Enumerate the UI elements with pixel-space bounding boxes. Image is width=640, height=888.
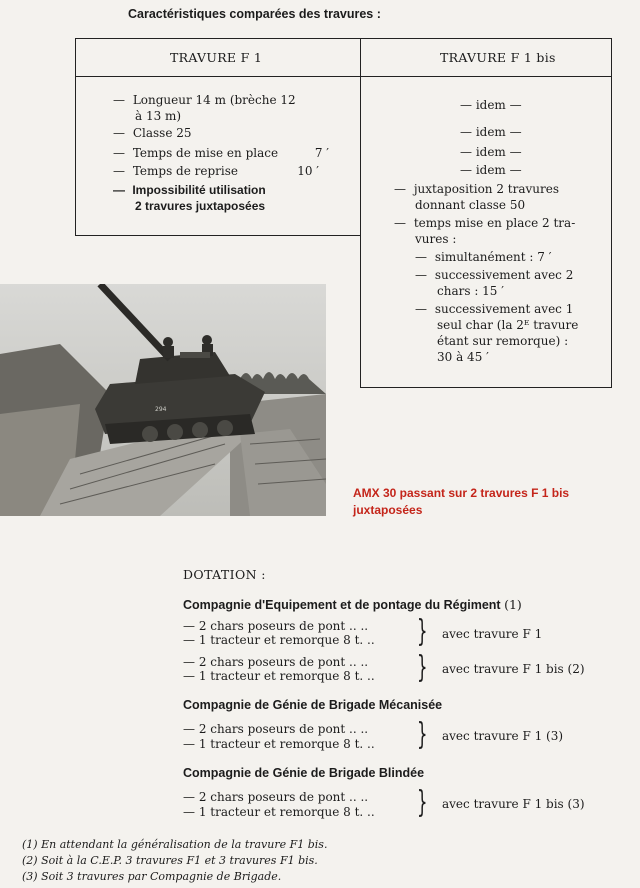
col1-item-text: à 13 m) bbox=[135, 109, 182, 123]
dotation-line: — 2 chars poseurs de pont .. .. bbox=[183, 655, 369, 669]
travure-assignment: avec travure F 1 bis (3) bbox=[442, 797, 585, 811]
col1-item-value: 7 ′ bbox=[314, 146, 329, 160]
col2-subitem bbox=[415, 267, 573, 299]
dash: — bbox=[415, 250, 427, 264]
tank-photo bbox=[0, 284, 326, 516]
table-header-divider bbox=[75, 76, 612, 77]
photo-caption-line: AMX 30 passant sur 2 travures F 1 bis bbox=[353, 486, 570, 500]
travure-assignment: avec travure F 1 bbox=[442, 627, 543, 641]
col2-idem: — idem — bbox=[460, 125, 522, 139]
col1-item-text: Temps de mise en place bbox=[132, 146, 279, 160]
col2-subitem-text: simultanément : 7 ′ bbox=[434, 250, 552, 264]
col2-subitem-text: 30 à 45 ′ bbox=[437, 350, 489, 364]
col1-item bbox=[113, 125, 192, 141]
col1-item bbox=[113, 92, 296, 124]
col1-item-value: 10 ′ bbox=[297, 164, 319, 178]
brace-icon: } bbox=[417, 785, 428, 820]
col2-header: TRAVURE F 1 bis bbox=[440, 50, 556, 65]
dash: — bbox=[113, 183, 125, 197]
col2-idem: — idem — bbox=[460, 163, 522, 177]
col1-item-text: 2 travures juxtaposées bbox=[135, 199, 266, 213]
travure-assignment: avec travure F 1 bis (2) bbox=[442, 662, 585, 676]
dash: — bbox=[394, 182, 406, 196]
brace-icon: } bbox=[417, 650, 428, 685]
col1-header: TRAVURE F 1 bbox=[170, 50, 263, 65]
photo-caption-line: juxtaposées bbox=[353, 503, 423, 517]
section-heading bbox=[183, 597, 522, 612]
travure-assignment: avec travure F 1 (3) bbox=[442, 729, 564, 743]
col2-idem: — idem — bbox=[460, 98, 522, 112]
dotation-line: — 1 tracteur et remorque 8 t. .. bbox=[183, 737, 375, 751]
dotation-line: — 2 chars poseurs de pont .. .. bbox=[183, 619, 369, 633]
tank-marking: 294 bbox=[155, 406, 167, 413]
col1-item bbox=[113, 145, 333, 161]
col1-item-text: Classe 25 bbox=[132, 126, 192, 140]
col2-item-text: juxtaposition 2 travures bbox=[413, 182, 560, 196]
col2-idem: — idem — bbox=[460, 145, 522, 159]
section-note: (1) bbox=[504, 597, 522, 612]
brace-icon: } bbox=[417, 614, 428, 649]
section-heading-text: Compagnie d'Equipement et de pontage du Régiment bbox=[183, 598, 501, 612]
section-heading-text: Compagnie de Génie de Brigade Mécanisée bbox=[183, 698, 443, 712]
dotation-title: DOTATION : bbox=[183, 567, 266, 582]
footnote: (1) En attendant la généralisation de la travure F1 bis. bbox=[22, 838, 328, 851]
col1-item bbox=[113, 163, 323, 179]
section-heading bbox=[183, 698, 442, 712]
dash: — bbox=[113, 164, 125, 178]
photo-caption bbox=[353, 485, 569, 519]
col1-item-text: Impossibilité utilisation bbox=[132, 183, 266, 197]
col1-item-text: Longueur 14 m (brèche 12 bbox=[132, 93, 296, 107]
dotation-line: — 2 chars poseurs de pont .. .. bbox=[183, 790, 369, 804]
col1-item bbox=[113, 182, 266, 214]
col2-item-text: vures : bbox=[415, 232, 457, 246]
col2-subitem bbox=[415, 301, 578, 365]
dash: — bbox=[113, 126, 125, 140]
col2-item bbox=[394, 215, 609, 247]
col2-subitem-text: successivement avec 1 bbox=[434, 302, 574, 316]
dash: — bbox=[415, 302, 427, 316]
col1-list bbox=[113, 92, 343, 232]
section-heading bbox=[183, 766, 424, 780]
dotation-line: — 1 tracteur et remorque 8 t. .. bbox=[183, 669, 375, 683]
col2-subitem-text: seul char (la 2ᴱ travure bbox=[437, 318, 579, 332]
col2-subitem-text: chars : 15 ′ bbox=[437, 284, 504, 298]
col2-subitem bbox=[415, 249, 551, 265]
col2-subitem-text: successivement avec 2 bbox=[434, 268, 574, 282]
col1-item-text: Temps de reprise bbox=[132, 164, 238, 178]
col2-subitem-text: étant sur remorque) : bbox=[437, 334, 569, 348]
dotation-line: — 1 tracteur et remorque 8 t. .. bbox=[183, 805, 375, 819]
tank-photo-icon bbox=[0, 284, 326, 516]
col2-item bbox=[394, 181, 609, 213]
col2-item-text: temps mise en place 2 tra- bbox=[413, 216, 576, 230]
section-heading-text: Compagnie de Génie de Brigade Blindée bbox=[183, 766, 425, 780]
footnote: (3) Soit 3 travures par Compagnie de Brigade. bbox=[22, 870, 282, 883]
footnote: (2) Soit à la C.E.P. 3 travures F1 et 3 travures F1 bis. bbox=[22, 854, 318, 867]
dotation-line: — 2 chars poseurs de pont .. .. bbox=[183, 722, 369, 736]
dash: — bbox=[113, 93, 125, 107]
dash: — bbox=[415, 268, 427, 282]
dash: — bbox=[394, 216, 406, 230]
page-title: Caractéristiques comparées des travures : bbox=[128, 7, 381, 21]
brace-icon: } bbox=[417, 717, 428, 752]
dotation-line: — 1 tracteur et remorque 8 t. .. bbox=[183, 633, 375, 647]
col2-item-text: donnant classe 50 bbox=[415, 198, 526, 212]
dash: — bbox=[113, 146, 125, 160]
